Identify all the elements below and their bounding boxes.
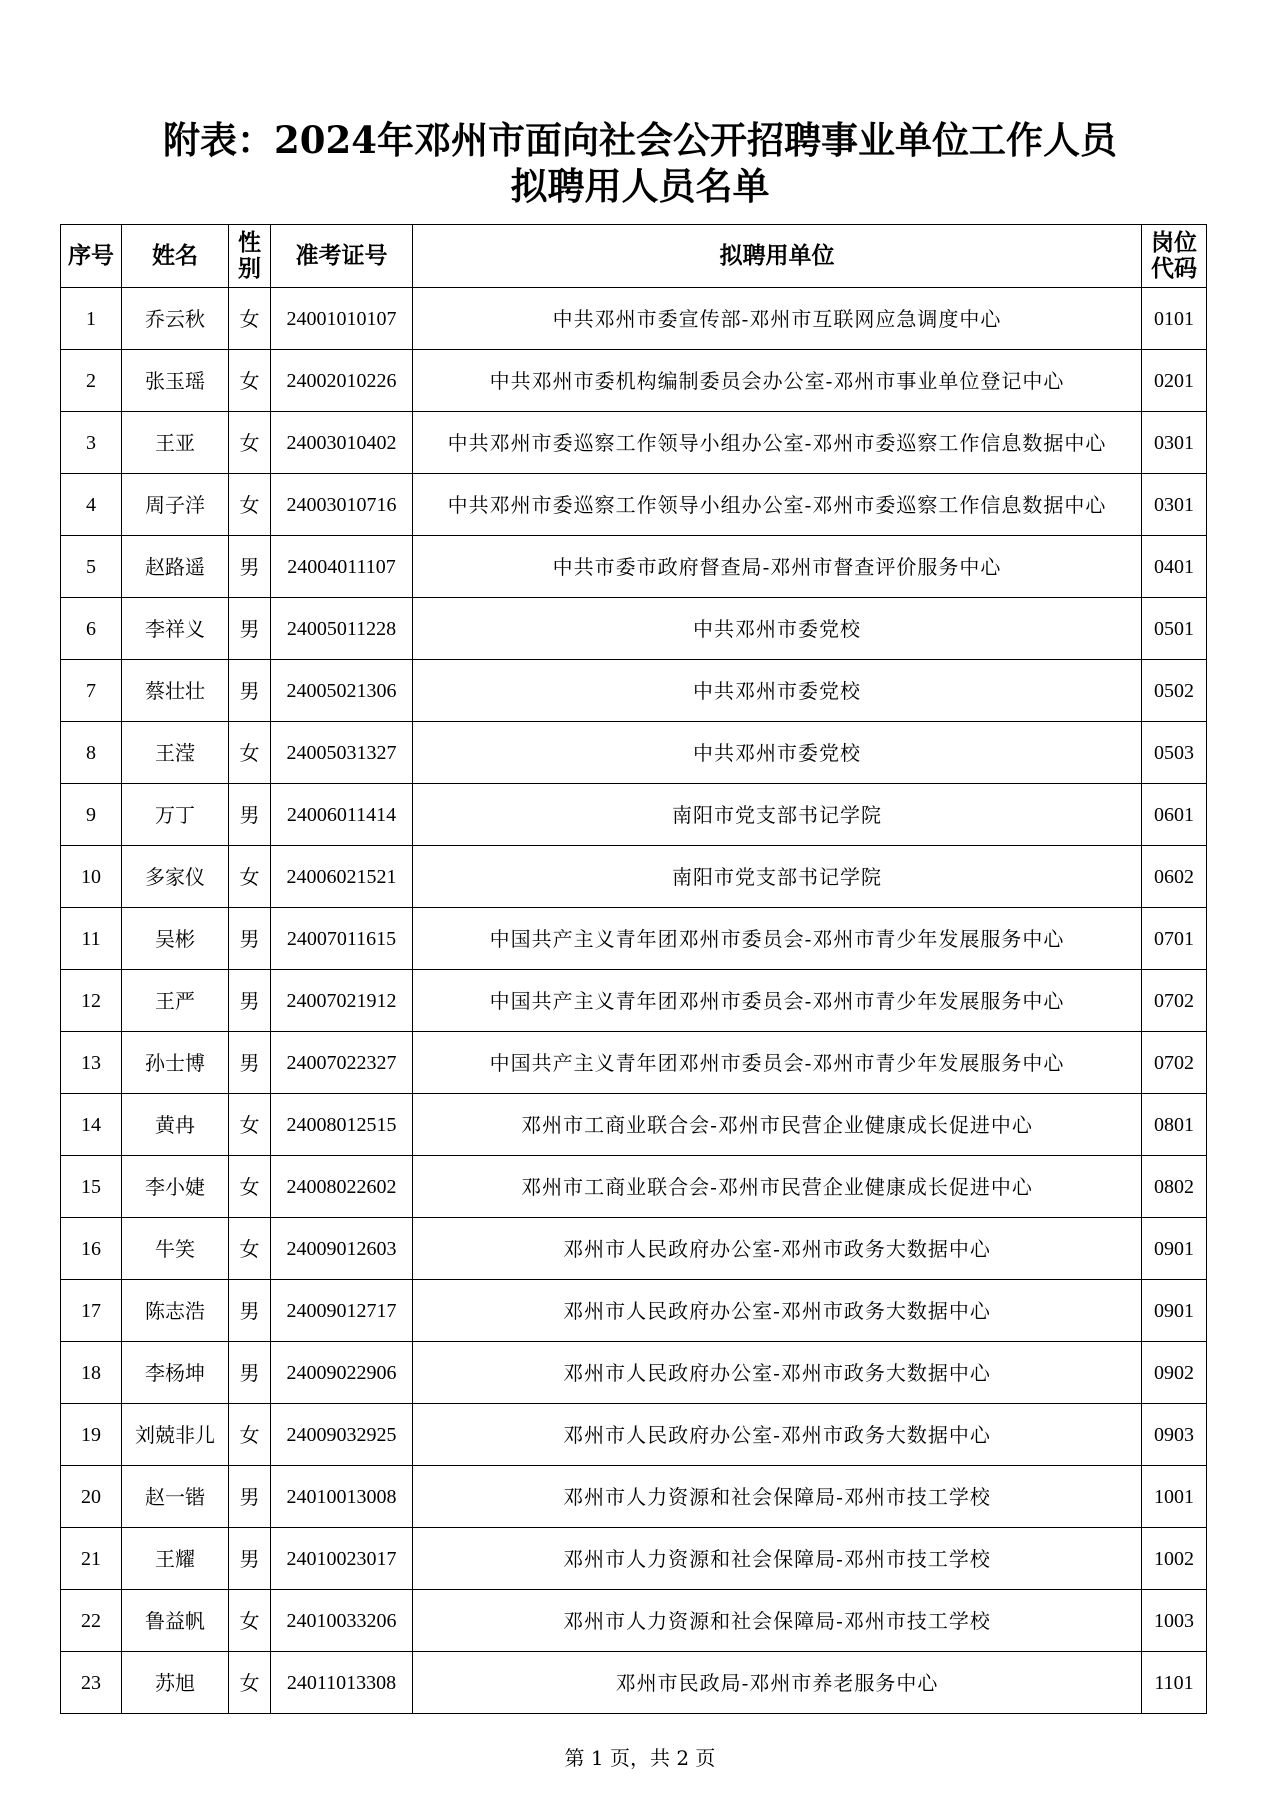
cell-name: 张玉瑶 [122,350,229,412]
cell-gender: 男 [229,1280,271,1342]
table-row [61,784,1207,846]
cell-exam-no: 24007022327 [271,1032,413,1094]
cell-gender: 女 [229,350,271,412]
cell-gender: 女 [229,1590,271,1652]
cell-unit: 邓州市人民政府办公室-邓州市政务大数据中心 [413,1218,1142,1280]
cell-code: 0802 [1142,1156,1207,1218]
cell-name: 王耀 [122,1528,229,1590]
cell-unit: 邓州市工商业联合会-邓州市民营企业健康成长促进中心 [413,1156,1142,1218]
header-unit: 拟聘用单位 [413,225,1142,288]
cell-exam-no: 24008012515 [271,1094,413,1156]
cell-name: 乔云秋 [122,288,229,350]
cell-unit: 邓州市人民政府办公室-邓州市政务大数据中心 [413,1404,1142,1466]
cell-seq: 1 [61,288,122,350]
cell-code: 0601 [1142,784,1207,846]
cell-seq: 21 [61,1528,122,1590]
table-row [61,350,1207,412]
cell-exam-no: 24006011414 [271,784,413,846]
cell-name: 李杨坤 [122,1342,229,1404]
cell-code: 0201 [1142,350,1207,412]
cell-seq: 23 [61,1652,122,1714]
cell-unit: 中国共产主义青年团邓州市委员会-邓州市青少年发展服务中心 [413,1032,1142,1094]
cell-name: 王严 [122,970,229,1032]
cell-code: 0903 [1142,1404,1207,1466]
cell-seq: 2 [61,350,122,412]
table-row [61,1404,1207,1466]
cell-seq: 7 [61,660,122,722]
cell-exam-no: 24010013008 [271,1466,413,1528]
cell-code: 1101 [1142,1652,1207,1714]
header-gender: 性别 [229,225,271,288]
cell-name: 李小婕 [122,1156,229,1218]
cell-code: 1001 [1142,1466,1207,1528]
table-row [61,1528,1207,1590]
cell-name: 刘兢非儿 [122,1404,229,1466]
cell-gender: 男 [229,1528,271,1590]
cell-code: 0702 [1142,970,1207,1032]
cell-exam-no: 24009012603 [271,1218,413,1280]
cell-name: 牛笑 [122,1218,229,1280]
table-row [61,288,1207,350]
cell-seq: 12 [61,970,122,1032]
cell-unit: 邓州市人力资源和社会保障局-邓州市技工学校 [413,1528,1142,1590]
cell-unit: 中共邓州市委巡察工作领导小组办公室-邓州市委巡察工作信息数据中心 [413,474,1142,536]
cell-gender: 女 [229,412,271,474]
cell-exam-no: 24008022602 [271,1156,413,1218]
table-row [61,660,1207,722]
cell-name: 苏旭 [122,1652,229,1714]
cell-seq: 19 [61,1404,122,1466]
cell-gender: 男 [229,1032,271,1094]
cell-seq: 22 [61,1590,122,1652]
cell-gender: 女 [229,288,271,350]
cell-code: 0602 [1142,846,1207,908]
cell-gender: 男 [229,598,271,660]
cell-gender: 男 [229,1342,271,1404]
header-seq: 序号 [61,225,122,288]
table-header-row [61,225,1207,288]
cell-name: 鲁益帆 [122,1590,229,1652]
header-name: 姓名 [122,225,229,288]
table-row [61,1218,1207,1280]
cell-name: 赵一锴 [122,1466,229,1528]
cell-seq: 13 [61,1032,122,1094]
cell-code: 0401 [1142,536,1207,598]
cell-unit: 中国共产主义青年团邓州市委员会-邓州市青少年发展服务中心 [413,908,1142,970]
cell-seq: 16 [61,1218,122,1280]
cell-name: 孙士博 [122,1032,229,1094]
table-row [61,1280,1207,1342]
cell-seq: 14 [61,1094,122,1156]
page-title-line-1: 附表：2024年邓州市面向社会公开招聘事业单位工作人员 [163,118,1117,162]
cell-exam-no: 24010023017 [271,1528,413,1590]
cell-gender: 男 [229,784,271,846]
cell-name: 周子洋 [122,474,229,536]
cell-exam-no: 24003010716 [271,474,413,536]
hiring-roster-table [60,224,1207,1714]
cell-seq: 6 [61,598,122,660]
cell-exam-no: 24009032925 [271,1404,413,1466]
table-row [61,722,1207,784]
cell-unit: 中共邓州市委宣传部-邓州市互联网应急调度中心 [413,288,1142,350]
cell-code: 0501 [1142,598,1207,660]
cell-exam-no: 24010033206 [271,1590,413,1652]
cell-code: 0702 [1142,1032,1207,1094]
cell-exam-no: 24003010402 [271,412,413,474]
cell-code: 0901 [1142,1218,1207,1280]
cell-code: 1002 [1142,1528,1207,1590]
cell-name: 赵路遥 [122,536,229,598]
table-row [61,970,1207,1032]
cell-gender: 男 [229,970,271,1032]
cell-name: 王滢 [122,722,229,784]
cell-gender: 女 [229,846,271,908]
cell-unit: 中共市委市政府督查局-邓州市督查评价服务中心 [413,536,1142,598]
cell-unit: 南阳市党支部书记学院 [413,784,1142,846]
cell-seq: 4 [61,474,122,536]
cell-code: 0902 [1142,1342,1207,1404]
cell-gender: 男 [229,908,271,970]
cell-gender: 女 [229,1156,271,1218]
table-body [61,288,1207,1714]
cell-gender: 女 [229,474,271,536]
cell-name: 李祥义 [122,598,229,660]
cell-name: 陈志浩 [122,1280,229,1342]
cell-unit: 邓州市人民政府办公室-邓州市政务大数据中心 [413,1280,1142,1342]
cell-exam-no: 24001010107 [271,288,413,350]
cell-unit: 邓州市工商业联合会-邓州市民营企业健康成长促进中心 [413,1094,1142,1156]
table-row [61,908,1207,970]
page-footer: 第 1 页，共 2 页 [564,1746,716,1770]
cell-unit: 中共邓州市委巡察工作领导小组办公室-邓州市委巡察工作信息数据中心 [413,412,1142,474]
header-exam-no: 准考证号 [271,225,413,288]
cell-gender: 女 [229,1404,271,1466]
cell-name: 万丁 [122,784,229,846]
cell-seq: 5 [61,536,122,598]
cell-seq: 3 [61,412,122,474]
table-row [61,1094,1207,1156]
cell-code: 0301 [1142,474,1207,536]
cell-unit: 邓州市民政局-邓州市养老服务中心 [413,1652,1142,1714]
table-row [61,474,1207,536]
cell-seq: 20 [61,1466,122,1528]
cell-gender: 男 [229,660,271,722]
cell-exam-no: 24007011615 [271,908,413,970]
cell-exam-no: 24009012717 [271,1280,413,1342]
table-row [61,598,1207,660]
cell-exam-no: 24006021521 [271,846,413,908]
cell-unit: 邓州市人民政府办公室-邓州市政务大数据中心 [413,1342,1142,1404]
cell-gender: 女 [229,1094,271,1156]
cell-unit: 邓州市人力资源和社会保障局-邓州市技工学校 [413,1466,1142,1528]
table-row [61,1342,1207,1404]
cell-seq: 11 [61,908,122,970]
cell-exam-no: 24002010226 [271,350,413,412]
cell-exam-no: 24005031327 [271,722,413,784]
table-row [61,846,1207,908]
cell-exam-no: 24011013308 [271,1652,413,1714]
cell-unit: 邓州市人力资源和社会保障局-邓州市技工学校 [413,1590,1142,1652]
cell-seq: 15 [61,1156,122,1218]
cell-code: 0801 [1142,1094,1207,1156]
cell-gender: 男 [229,1466,271,1528]
cell-code: 1003 [1142,1590,1207,1652]
cell-gender: 女 [229,1652,271,1714]
cell-seq: 18 [61,1342,122,1404]
cell-unit: 南阳市党支部书记学院 [413,846,1142,908]
cell-name: 王亚 [122,412,229,474]
cell-code: 0901 [1142,1280,1207,1342]
cell-unit: 中共邓州市委党校 [413,722,1142,784]
table-row [61,1032,1207,1094]
cell-gender: 女 [229,722,271,784]
table-row [61,1156,1207,1218]
table-row [61,1466,1207,1528]
cell-exam-no: 24005011228 [271,598,413,660]
cell-exam-no: 24005021306 [271,660,413,722]
cell-seq: 8 [61,722,122,784]
cell-exam-no: 24007021912 [271,970,413,1032]
cell-name: 黄冉 [122,1094,229,1156]
table-row [61,1590,1207,1652]
cell-code: 0101 [1142,288,1207,350]
page-title-line-2: 拟聘用人员名单 [510,164,770,208]
cell-code: 0301 [1142,412,1207,474]
cell-unit: 中共邓州市委党校 [413,598,1142,660]
cell-name: 蔡壮壮 [122,660,229,722]
cell-exam-no: 24009022906 [271,1342,413,1404]
cell-unit: 中共邓州市委党校 [413,660,1142,722]
cell-name: 吴彬 [122,908,229,970]
cell-gender: 女 [229,1218,271,1280]
cell-seq: 10 [61,846,122,908]
cell-code: 0701 [1142,908,1207,970]
cell-seq: 9 [61,784,122,846]
cell-code: 0502 [1142,660,1207,722]
table-row [61,536,1207,598]
cell-seq: 17 [61,1280,122,1342]
cell-gender: 男 [229,536,271,598]
cell-code: 0503 [1142,722,1207,784]
table-row [61,412,1207,474]
cell-unit: 中国共产主义青年团邓州市委员会-邓州市青少年发展服务中心 [413,970,1142,1032]
table-row [61,1652,1207,1714]
cell-unit: 中共邓州市委机构编制委员会办公室-邓州市事业单位登记中心 [413,350,1142,412]
header-code: 岗位代码 [1142,225,1207,288]
cell-name: 多家仪 [122,846,229,908]
cell-exam-no: 24004011107 [271,536,413,598]
